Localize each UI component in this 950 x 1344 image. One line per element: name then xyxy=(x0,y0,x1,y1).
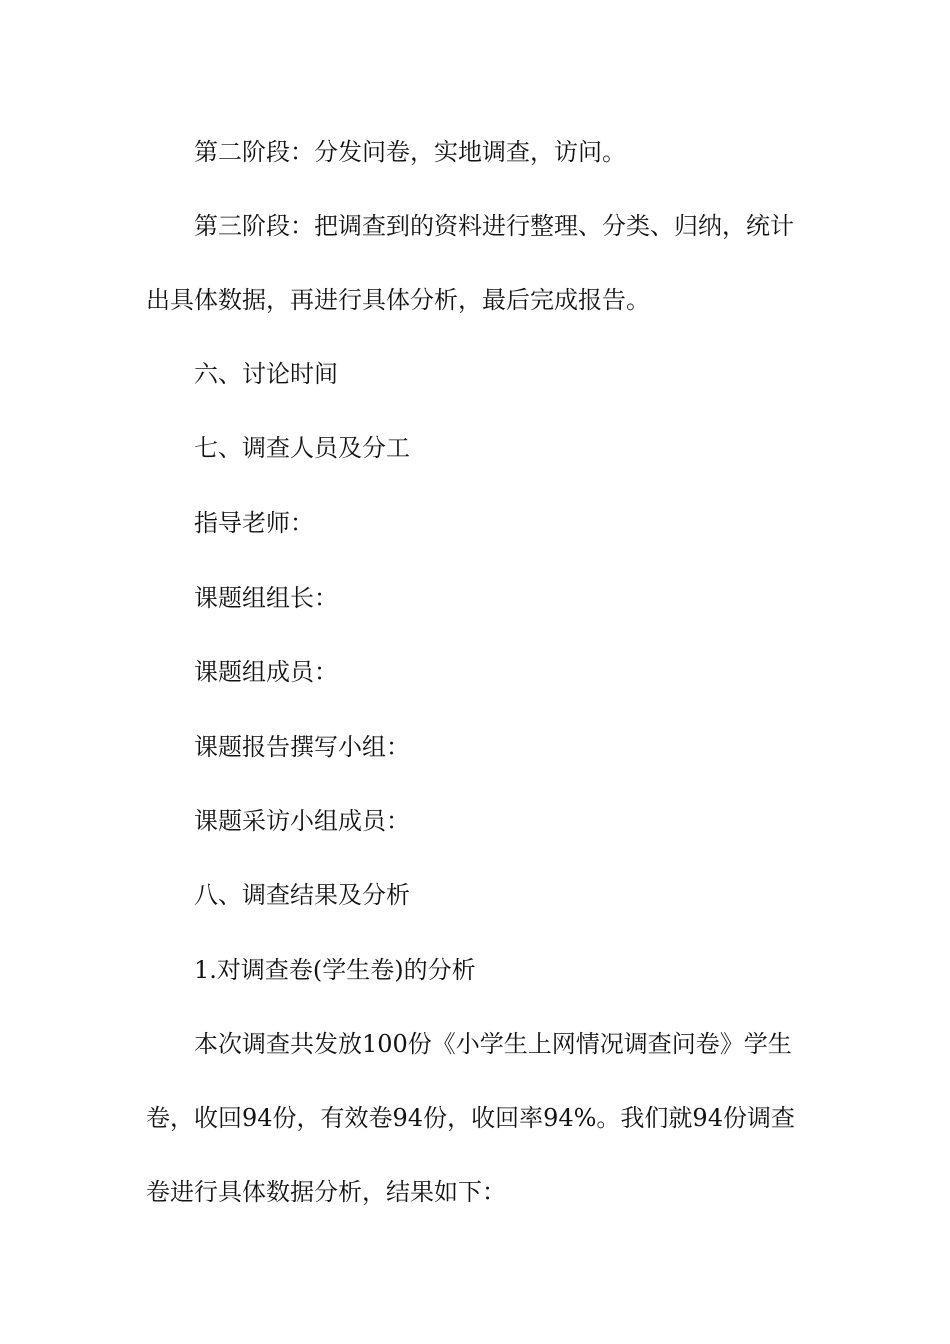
field-group-members: 课题组成员： xyxy=(194,658,338,686)
field-report-writers: 课题报告撰写小组： xyxy=(194,733,410,761)
field-interview-members: 课题采访小组成员： xyxy=(194,807,410,835)
paragraph-stage-two: 第二阶段：分发问卷，实地调查，访问。 xyxy=(194,138,626,166)
paragraph-survey-intro: 本次调查共发放100份《小学生上网情况调查问卷》学生 xyxy=(194,1030,792,1058)
field-group-leader: 课题组组长： xyxy=(194,584,338,612)
paragraph-survey-intro-cont: 卷，收回94份，有效卷94份，收回率94%。我们就94份调查 xyxy=(146,1104,795,1132)
heading-discussion-time: 六、讨论时间 xyxy=(194,360,338,388)
paragraph-survey-intro-end: 卷进行具体数据分析，结果如下： xyxy=(146,1178,506,1206)
field-advisor: 指导老师： xyxy=(194,509,314,537)
paragraph-stage-three-cont: 出具体数据，再进行具体分析，最后完成报告。 xyxy=(146,286,650,314)
paragraph-stage-three: 第三阶段：把调查到的资料进行整理、分类、归纳，统计 xyxy=(194,212,794,240)
subheading-student-survey: 1.对调查卷(学生卷)的分析 xyxy=(194,956,476,984)
heading-results-analysis: 八、调查结果及分析 xyxy=(194,881,410,909)
heading-staff-division: 七、调查人员及分工 xyxy=(194,434,410,462)
